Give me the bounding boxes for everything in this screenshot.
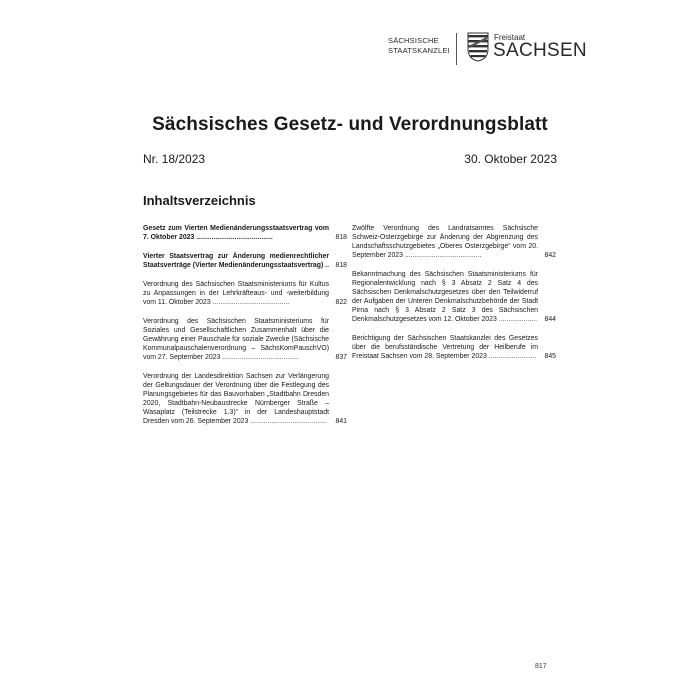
toc-entry-page: 818 [335,262,347,269]
issue-date: 30. Oktober 2023 [464,152,557,166]
page-number: 817 [535,663,547,670]
toc-entry-page: 844 [544,316,556,323]
toc-entry [143,224,347,242]
toc-entry-title: Gesetz zum Vierten Medienänderungsstaatsvertrag vom 7. Oktober 2023 ........................................ [143,225,329,241]
toc-entry-page: 818 [335,234,347,241]
logo-divider [456,33,457,65]
toc-entry [143,252,347,270]
saxony-crest-icon [467,32,489,62]
logo-line-2: STAATSKANZLEI [388,46,450,55]
toc-heading: Inhaltsverzeichnis [143,193,256,208]
toc-dot-leader: ......................... [486,353,537,360]
page-title: Sächsisches Gesetz- und Verordnungsblatt [152,114,548,135]
logo-freistaat-label: Freistaat [494,33,526,42]
toc-entry-title: Verordnung des Sächsischen Staatsministeriums für Soziales und Gesellschaftlichen Zusammenhalt über die Gewährung einer Pauschale für soziale Zwecke (Sächsische Kommunalpauschalenverordnung – SächsKomPauschVO) vom 27. September 2023 ........................................ [143,318,329,361]
toc-entry-title: Vierter Staatsvertrag zur Änderung medienrechtlicher Staatsverträge (Vierter Medienänderungsstaatsvertrag) .. [143,253,329,269]
toc-dot-leader: .. [323,262,329,269]
toc-dot-leader: ........................................ [220,354,299,361]
toc-entry-title: Berichtigung der Sächsischen Staatskanzlei des Gesetzes über die berufsständische Vertretung der Heilberufe im Freistaat Sachsen vom 28. September 2023 ......................... [352,335,538,360]
toc-entry-title: Bekanntmachung des Sächsischen Staatsministeriums für Regionalentwicklung nach § 3 Absatz 2 Satz 4 des Sächsischen Denkmalschutzgesetzes über den Teilwiderruf der Aufgaben der Unteren Denkmalschutzbehörde der Stadt Pirna nach § 3 Absatz 2 Satz 3 des Sächsischen Denkmalschutzgesetzes vom 12. Oktober 2023 .................... [352,271,538,323]
toc-dot-leader: .................... [496,316,537,323]
toc-entry-page: 822 [335,299,347,306]
toc-entry-title: Zwölfte Verordnung des Landratsamtes Sächsische Schweiz-Osterzgebirge zur Änderung der Abgrenzung des Landschaftsschutzgebietes „Oberes Osterzgebirge“ vom 20. September 2023 ........................................ [352,225,538,259]
logo-sachsen-label: SACHSEN [493,40,587,61]
toc-entry-title: Verordnung des Sächsischen Staatsministeriums für Kultus zu Anpassungen in der Lehrkräfteaus- und -weiterbildung vom 11. Oktober 2023 ........................................ [143,281,329,306]
toc-dot-leader: ........................................ [210,299,290,306]
toc-entry-page: 842 [544,252,556,259]
toc-entry-title: Verordnung der Landesdirektion Sachsen zur Verlängerung der Geltungsdauer der Verordnung über die Festlegung des Planungsgebietes für das Bauvorhaben „Stadtbahn Dresden 2020, Stadtbahn-Neubaustrecke Nürnberger Straße – Wasaplatz (Teilstrecke 1.3)“ in der Landeshauptstadt Dresden vom 26. September 2023 ........................................ [143,373,329,425]
toc-entry [352,334,556,361]
toc-entry-page: 837 [335,354,347,361]
toc-entry [143,317,347,362]
logo-line-1: SÄCHSISCHE [388,36,439,45]
toc-right-column [352,224,556,371]
toc-left-column [143,224,347,436]
toc-entry [352,224,556,260]
issue-number: Nr. 18/2023 [143,152,206,166]
staatskanzlei-logo-text [388,36,450,56]
toc-entry-page: 841 [335,418,347,425]
toc-entry [352,270,556,324]
toc-entry [143,280,347,307]
toc-dot-leader: ........................................ [248,418,327,425]
toc-dot-leader: ........................................ [402,252,482,259]
toc-entry-page: 845 [544,353,556,360]
toc-entry [143,372,347,426]
toc-dot-leader: ........................................ [194,234,273,241]
